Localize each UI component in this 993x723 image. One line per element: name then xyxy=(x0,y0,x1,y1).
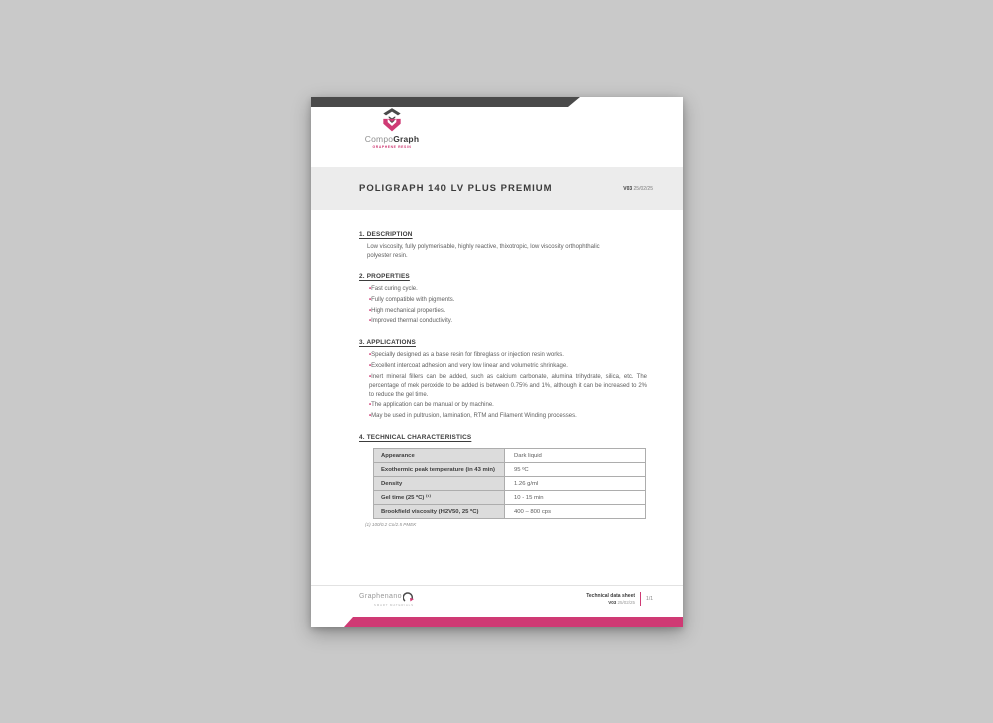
table-row-label: Exothermic peak temperature (in 43 min) xyxy=(374,463,505,476)
properties-bullet: • Improved thermal conductivity. xyxy=(369,317,647,326)
footer-doc-label: Technical data sheet xyxy=(586,593,636,599)
page-number: 1/1 xyxy=(646,596,653,602)
table-row xyxy=(374,449,645,463)
footer-version: V03 xyxy=(608,600,617,605)
table-row-value: Dark liquid xyxy=(505,449,645,462)
table-row xyxy=(374,491,645,505)
section-description xyxy=(359,231,648,260)
table-row-label: Density xyxy=(374,477,505,490)
table-row-label: Gel time (25 ºC) ⁽¹⁾ xyxy=(374,491,505,504)
footer-company-tagline: SMART MATERIALS xyxy=(373,603,414,608)
applications-bullet: • Excellent intercoat adhesion and very low linear and volumetric shrinkage. xyxy=(369,362,647,371)
footer-divider xyxy=(640,592,641,606)
title-band xyxy=(311,167,683,210)
graphenano-swoosh-icon xyxy=(403,591,414,603)
section-technical-characteristics xyxy=(359,434,648,527)
table-row-value: 1.26 g/ml xyxy=(505,477,645,490)
brand-name xyxy=(357,134,427,144)
applications-bullet: • Specially designed as a base resin for fibreglass or injection resin works. xyxy=(369,351,647,360)
page-footer xyxy=(311,585,683,612)
footer-company-name: Graphenano xyxy=(359,593,402,601)
graphenano-logo xyxy=(359,591,414,608)
properties-bullet: • High mechanical properties. xyxy=(369,307,647,316)
section-heading-technical: 4. TECHNICAL CHARACTERISTICS xyxy=(359,434,472,442)
applications-bullet: • May be used in pultrusion, lamination, RTM and Filament Winding processes. xyxy=(369,412,647,421)
brand-bold: Graph xyxy=(393,134,420,144)
table-row-label: Appearance xyxy=(374,449,505,462)
description-paragraph: Low viscosity, fully polymerisable, highly reactive, thixotropic, low viscosity orthophthalic polyester resin. xyxy=(367,244,600,259)
table-row-value: 400 – 800 cps xyxy=(505,505,645,518)
footer-version-date xyxy=(586,600,635,605)
compograph-hexagon-icon xyxy=(381,107,403,133)
table-row xyxy=(374,477,645,491)
table-row xyxy=(374,463,645,477)
properties-bullet: • Fully compatible with pigments. xyxy=(369,296,647,305)
document-body xyxy=(311,210,683,540)
version-date xyxy=(623,186,653,192)
bottom-accent-bar xyxy=(344,617,683,627)
properties-bullet-list xyxy=(369,285,647,326)
datasheet-page xyxy=(311,97,683,627)
top-accent-bar xyxy=(311,97,580,107)
technical-characteristics-table xyxy=(373,448,646,519)
applications-bullet: • Inert mineral fillers can be added, such as calcium carbonate, alumina trihydrate, silica, etc. The percentage of mek peroxide to be added is between 0.75% and 1%, although it can be increased to 2% to reduce the gel time. xyxy=(369,373,647,400)
section-heading-properties: 2. PROPERTIES xyxy=(359,273,410,281)
table-row xyxy=(374,505,645,519)
footer-date: 25/02/25 xyxy=(617,600,636,605)
table-row-value: 95 ºC xyxy=(505,463,645,476)
applications-bullet: • The application can be manual or by machine. xyxy=(369,401,647,410)
version-date-value: 25/02/25 xyxy=(633,185,653,192)
applications-bullet-list xyxy=(369,351,647,421)
footer-meta xyxy=(586,592,653,606)
version-label: V03 xyxy=(623,185,633,192)
brand-light: Compo xyxy=(364,134,394,144)
section-heading-applications: 3. APPLICATIONS xyxy=(359,339,416,347)
table-row-value: 10 - 15 min xyxy=(505,491,645,504)
section-applications xyxy=(359,339,648,421)
table-row-label: Brookfield viscosity (H2V50, 25 ºC) xyxy=(374,505,505,518)
section-heading-description: 1. DESCRIPTION xyxy=(359,231,413,238)
table-footnote: (1) 100/0.2 Co/2.5 PMEK xyxy=(365,522,417,528)
section-properties xyxy=(359,273,648,326)
page-title: POLIGRAPH 140 LV PLUS PREMIUM xyxy=(359,183,553,194)
compograph-logo xyxy=(357,107,427,149)
brand-tagline: GRAPHENE RESIN xyxy=(372,145,412,149)
properties-bullet: • Fast curing cycle. xyxy=(369,285,647,294)
